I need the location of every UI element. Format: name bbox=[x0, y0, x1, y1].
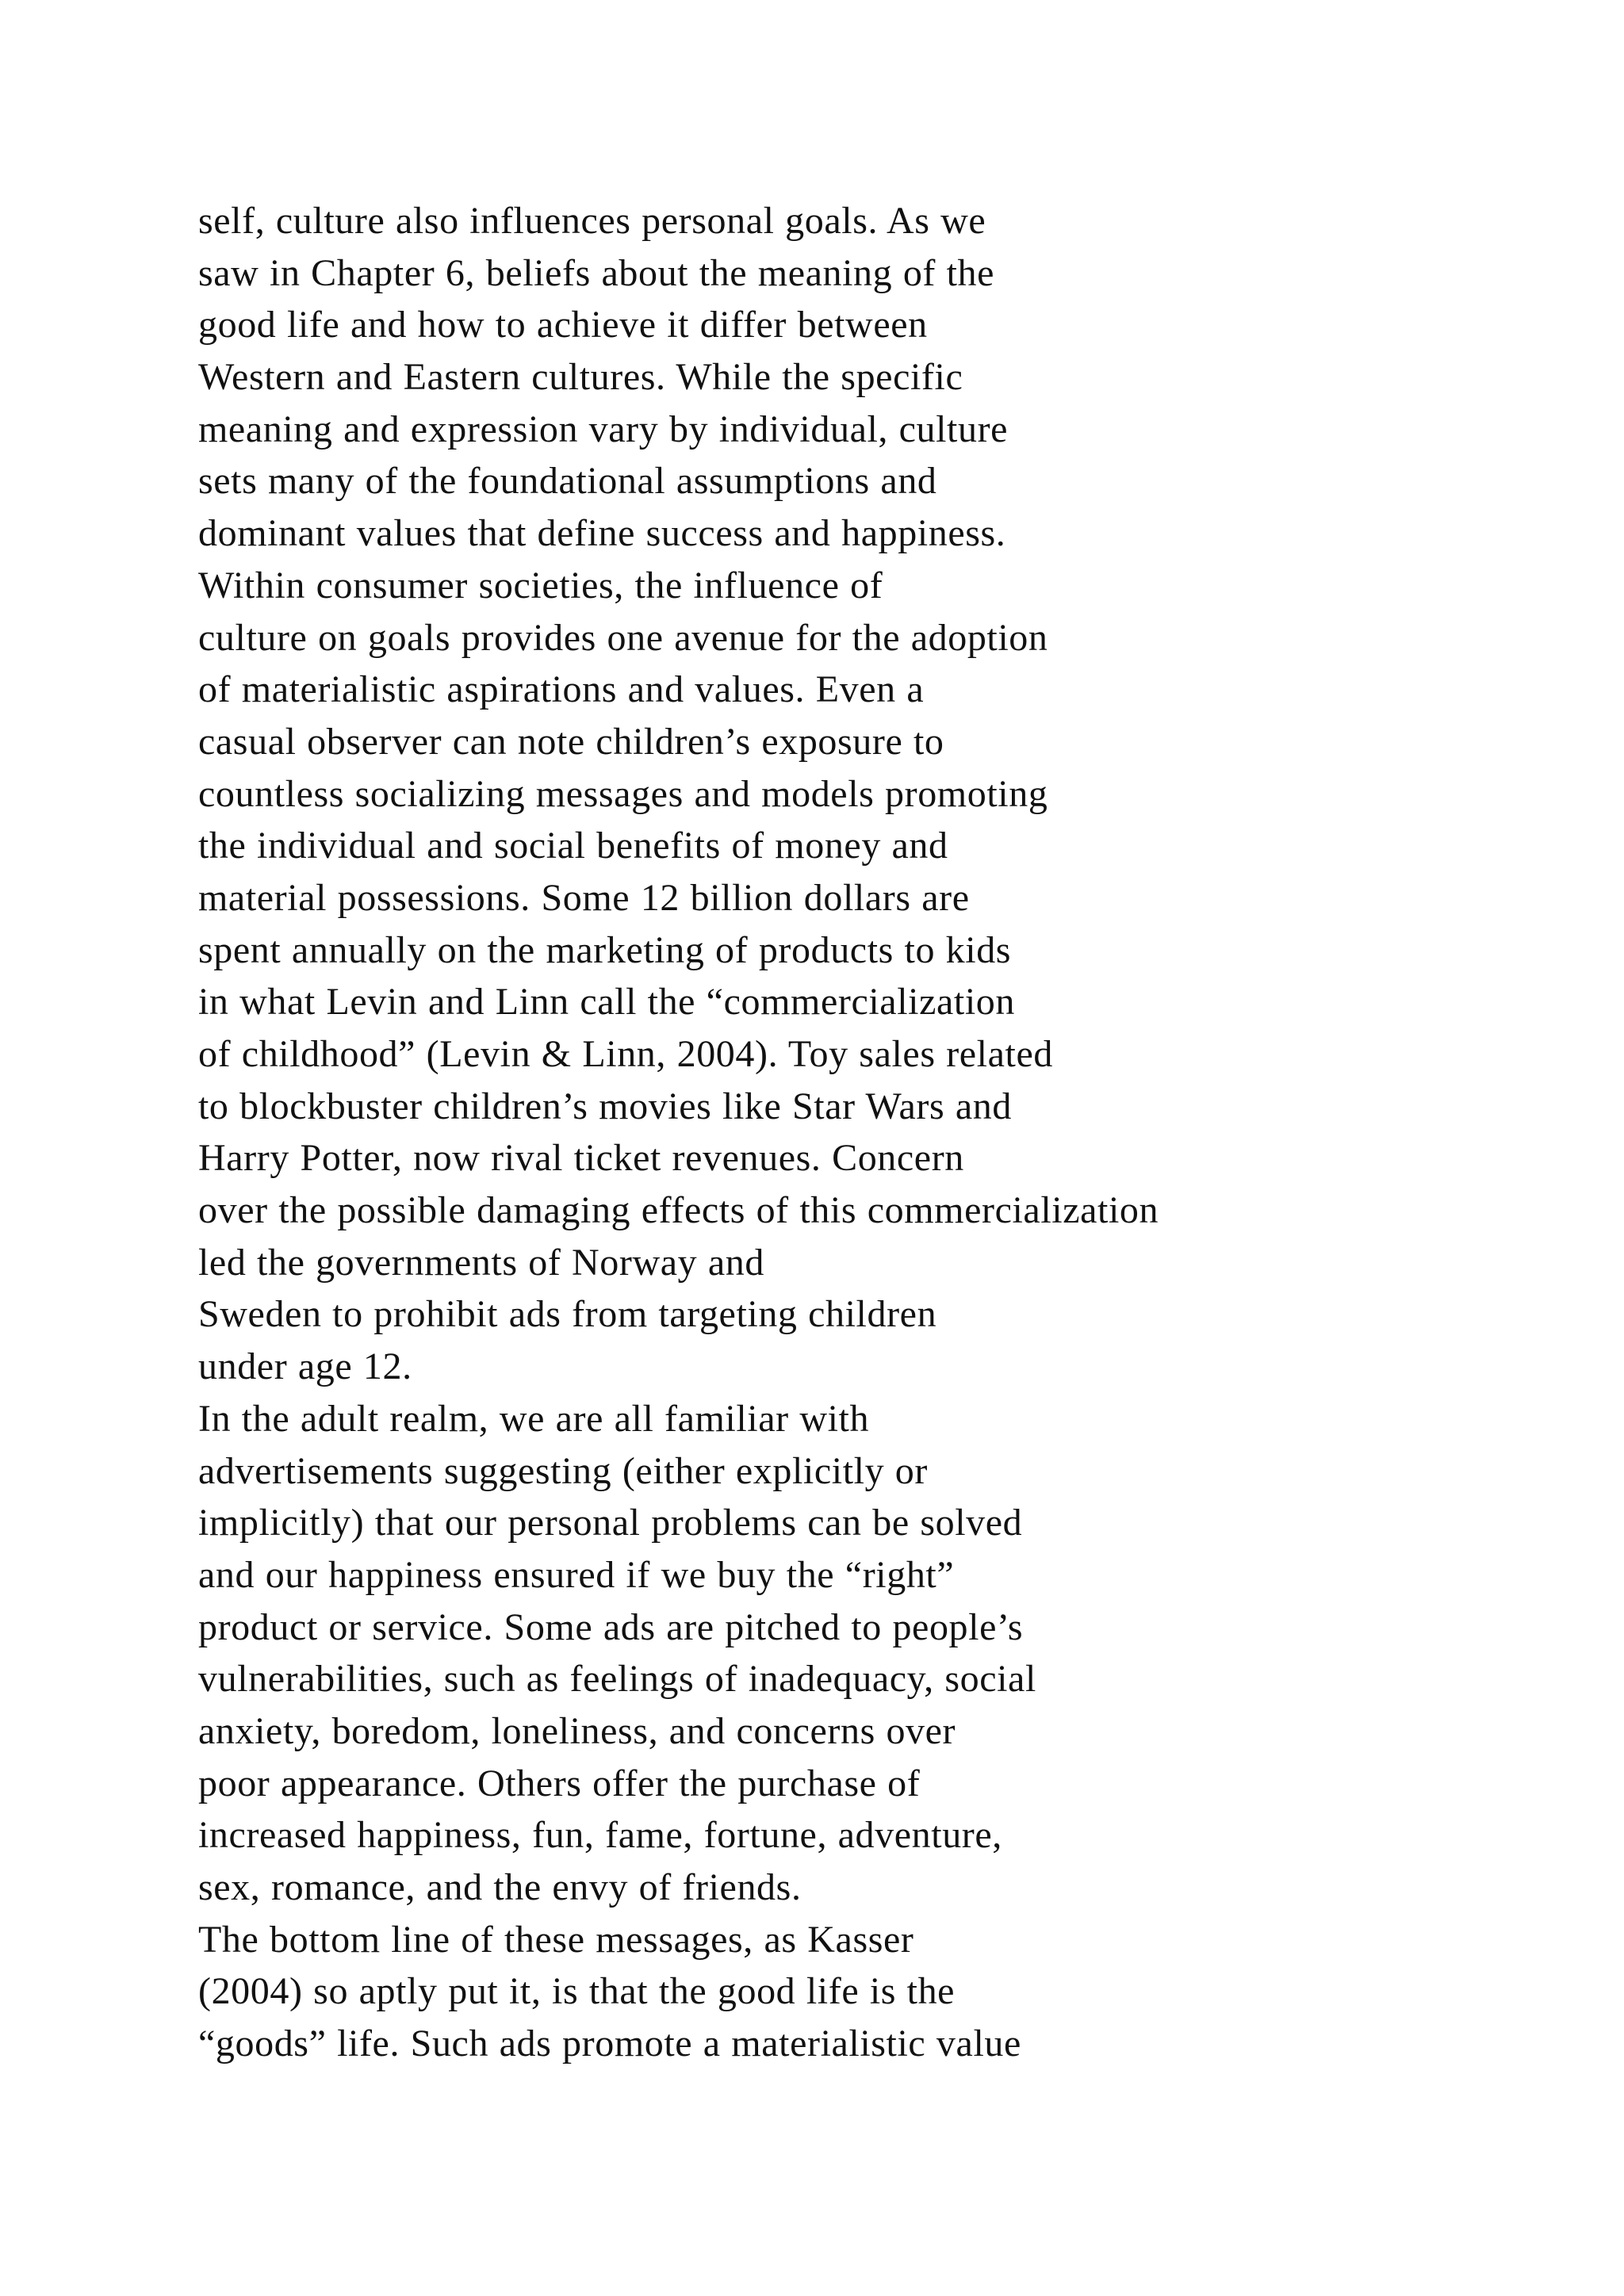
text-line: good life and how to achieve it differ between bbox=[198, 304, 928, 346]
text-line: self, culture also influences personal goals. As we bbox=[198, 200, 986, 242]
text-line: and our happiness ensured if we buy the “right” bbox=[198, 1553, 955, 1596]
text-line: The bottom line of these messages, as Kasser bbox=[198, 1918, 914, 1961]
text-line: of childhood” (Levin & Linn, 2004). Toy sales related bbox=[198, 1033, 1053, 1075]
text-line: product or service. Some ads are pitched to people’s bbox=[198, 1605, 1024, 1648]
text-line: dominant values that define success and happiness. bbox=[198, 512, 1006, 555]
text-line: increased happiness, fun, fame, fortune, adventure, bbox=[198, 1814, 1002, 1857]
text-line: of materialistic aspirations and values. Even a bbox=[198, 668, 925, 711]
text-line: meaning and expression vary by individual, culture bbox=[198, 408, 1009, 450]
text-line: the individual and social benefits of money and bbox=[198, 825, 948, 867]
body-text bbox=[198, 195, 1594, 2070]
text-line: In the adult realm, we are all familiar with bbox=[198, 1397, 870, 1440]
text-line: implicitly) that our personal problems can be solved bbox=[198, 1502, 1023, 1544]
text-line: in what Levin and Linn call the “commercialization bbox=[198, 981, 1015, 1024]
text-line: casual observer can note children’s exposure to bbox=[198, 720, 944, 763]
text-line: (2004) so aptly put it, is that the good life is the bbox=[198, 1970, 956, 2013]
text-line: to blockbuster children’s movies like Star Wars and bbox=[198, 1085, 1012, 1127]
text-line: culture on goals provides one avenue for the adoption bbox=[198, 616, 1048, 659]
text-line: poor appearance. Others offer the purchase of bbox=[198, 1762, 921, 1804]
text-line: “goods” life. Such ads promote a materialistic value bbox=[198, 2022, 1021, 2065]
text-line: Harry Potter, now rival ticket revenues. Concern bbox=[198, 1137, 964, 1180]
text-line: under age 12. bbox=[198, 1345, 412, 1388]
text-line: material possessions. Some 12 billion dollars are bbox=[198, 876, 970, 919]
text-line: sex, romance, and the envy of friends. bbox=[198, 1866, 802, 1908]
text-line: led the governments of Norway and bbox=[198, 1241, 764, 1284]
text-line: anxiety, boredom, loneliness, and concerns over bbox=[198, 1709, 956, 1752]
text-line: Within consumer societies, the influence of bbox=[198, 564, 883, 607]
text-line: Sweden to prohibit ads from targeting children bbox=[198, 1293, 937, 1336]
text-line: Western and Eastern cultures. While the specific bbox=[198, 356, 963, 399]
text-line: countless socializing messages and models promoting bbox=[198, 772, 1048, 815]
text-line: advertisements suggesting (either explicitly or bbox=[198, 1449, 928, 1492]
text-line: spent annually on the marketing of products to kids bbox=[198, 928, 1012, 971]
text-line: over the possible damaging effects of this commercialization bbox=[198, 1189, 1159, 1232]
text-line: vulnerabilities, such as feelings of inadequacy, social bbox=[198, 1658, 1036, 1701]
text-line: saw in Chapter 6, beliefs about the meaning of the bbox=[198, 251, 995, 294]
text-line: sets many of the foundational assumptions and bbox=[198, 460, 937, 503]
